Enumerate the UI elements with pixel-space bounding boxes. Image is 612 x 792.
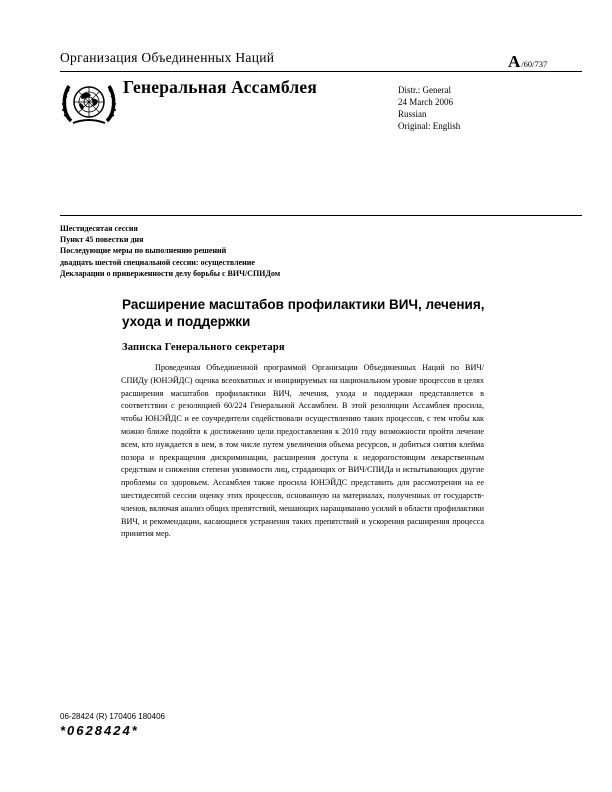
header-rule (60, 71, 582, 72)
distribution-type: Distr.: General (398, 85, 451, 95)
masthead-rule (60, 215, 582, 216)
document-date: 24 March 2006 (398, 97, 453, 107)
original-language: Original: English (398, 121, 461, 131)
document-subtitle: Записка Генерального секретаря (122, 342, 285, 353)
agenda-line: Декларации о приверженности делу борьбы с ВИЧ/СПИДом (60, 268, 281, 278)
symbol-number: /60/737 (521, 59, 548, 69)
un-emblem-icon (61, 77, 117, 127)
agenda-line: Последующие меры по выполнению решений (60, 246, 227, 256)
document-title: Расширение масштабов профилактики ВИЧ, лечения, ухода и поддержки (122, 297, 485, 329)
document-language: Russian (398, 109, 427, 119)
agenda-block (60, 223, 280, 279)
body-paragraph: Проведенная Объединенной программой Организации Объединенных Наций по ВИЧ/СПИДу (ЮНЭЙДС) оценка всеохватных и инициируемых на национальном уровне процессов в целях расширения масштабов профилактики ВИЧ, лечения, ухода и поддержки представляется в соответствии с резолюцией 60/224 Генеральной Ассамблеи. В этой резолюции Ассамблея просила, чтобы ЮНЭЙДС и ее соучредители содействовали осуществлению таких процессов, с тем чтобы как можно ближе подойти к достижению цели предоставления к 2010 году возможности пройти лечение всем, кто нуждается в нем, в том числе путем увеличения объема ресурсов, и добиться снятия клейма позора и прекращения дискриминации, расширения доступа к недорогостоящим лекарственным средствам и снижения степени уязвимости лиц, страдающих от ВИЧ/СПИДа и испытывающих другие проблемы со здоровьем. Ассамблея также просила ЮНЭЙДС представить для рассмотрения на ее шестидесятой сессии оценку этих процессов, основанную на материалах, полученных от государств-членов, включая анализ общих препятствий, мешающих наращиванию усилий в области профилактики ВИЧ, и рекомендации, касающиеся устранения таких препятствий и ускорения расширения процесса принятия мер. (121, 363, 484, 539)
barcode: *0628424* (60, 723, 139, 738)
symbol-letter: A (508, 52, 521, 71)
distribution-block (398, 84, 460, 132)
agenda-line: Шестидесятая сессия (60, 224, 138, 233)
organization-name: Организация Объединенных Наций (60, 50, 275, 65)
agenda-line: Пункт 45 повестки дня (60, 235, 144, 245)
general-assembly-title: Генеральная Ассамблея (123, 77, 317, 97)
job-number: 06-28424 (R) 170406 180406 (60, 712, 165, 721)
document-symbol (508, 52, 547, 72)
agenda-line: двадцать шестой специальной сессии: осуществление (60, 257, 255, 267)
